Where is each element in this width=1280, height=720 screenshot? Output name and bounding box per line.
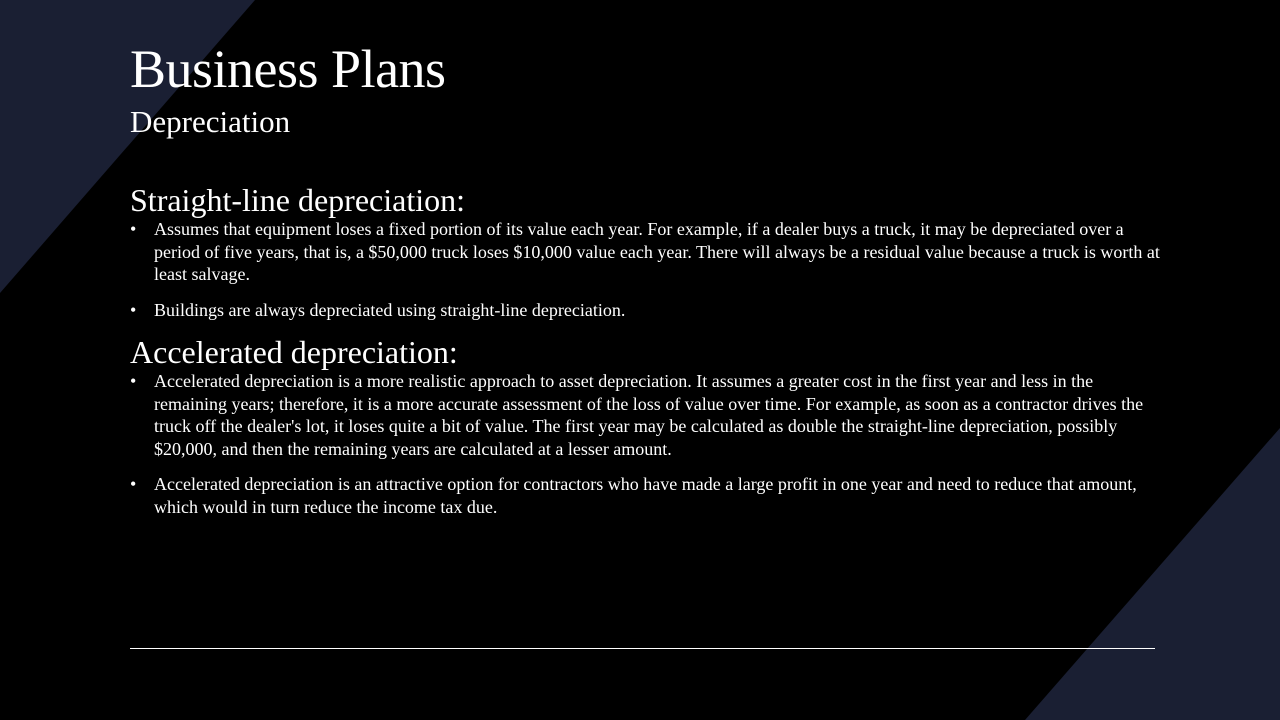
bullet-list-straight-line [130, 218, 1160, 321]
list-item [130, 218, 1160, 286]
bullet-icon: • [130, 371, 137, 391]
slide-subtitle: Depreciation [130, 104, 291, 139]
bullet-icon: • [130, 219, 137, 239]
section-heading-straight-line: Straight-line depreciation: [130, 182, 465, 218]
bullet-icon: • [130, 299, 137, 320]
bullet-text: Assumes that equipment loses a fixed portion of its value each year. For example, if a dealer buys a truck, it may be depreciated over a period of five years, that is, a $50,000 truck loses $10,000 value each year. There will always be a residual value because a truck is worth at least salvage. [154, 219, 1160, 284]
bullet-text: Buildings are always depreciated using straight-line depreciation. [154, 299, 626, 320]
bullet-icon: • [130, 474, 137, 494]
list-item [130, 370, 1160, 460]
footer-divider [130, 648, 1155, 649]
bullet-text: Accelerated depreciation is an attractive option for contractors who have made a large profit in one year and need to reduce that amount, which would in turn reduce the income tax due. [154, 474, 1137, 517]
bullet-list-accelerated [130, 370, 1160, 518]
section-heading-accelerated: Accelerated depreciation: [130, 334, 458, 370]
slide-content [130, 40, 1160, 531]
list-item [130, 299, 1160, 322]
bullet-text: Accelerated depreciation is a more realistic approach to asset depreciation. It assumes a greater cost in the first year and less in the remaining years; therefore, it is a more accurate assessment of the loss of value over time. For example, as soon as a contractor drives the truck off the dealer's lot, it loses quite a bit of value. The first year may be calculated as double the straight-line depreciation, possibly $20,000, and then the remaining years are calculated at a lesser amount. [154, 371, 1144, 459]
list-item [130, 473, 1160, 518]
slide-title: Business Plans [130, 39, 446, 99]
